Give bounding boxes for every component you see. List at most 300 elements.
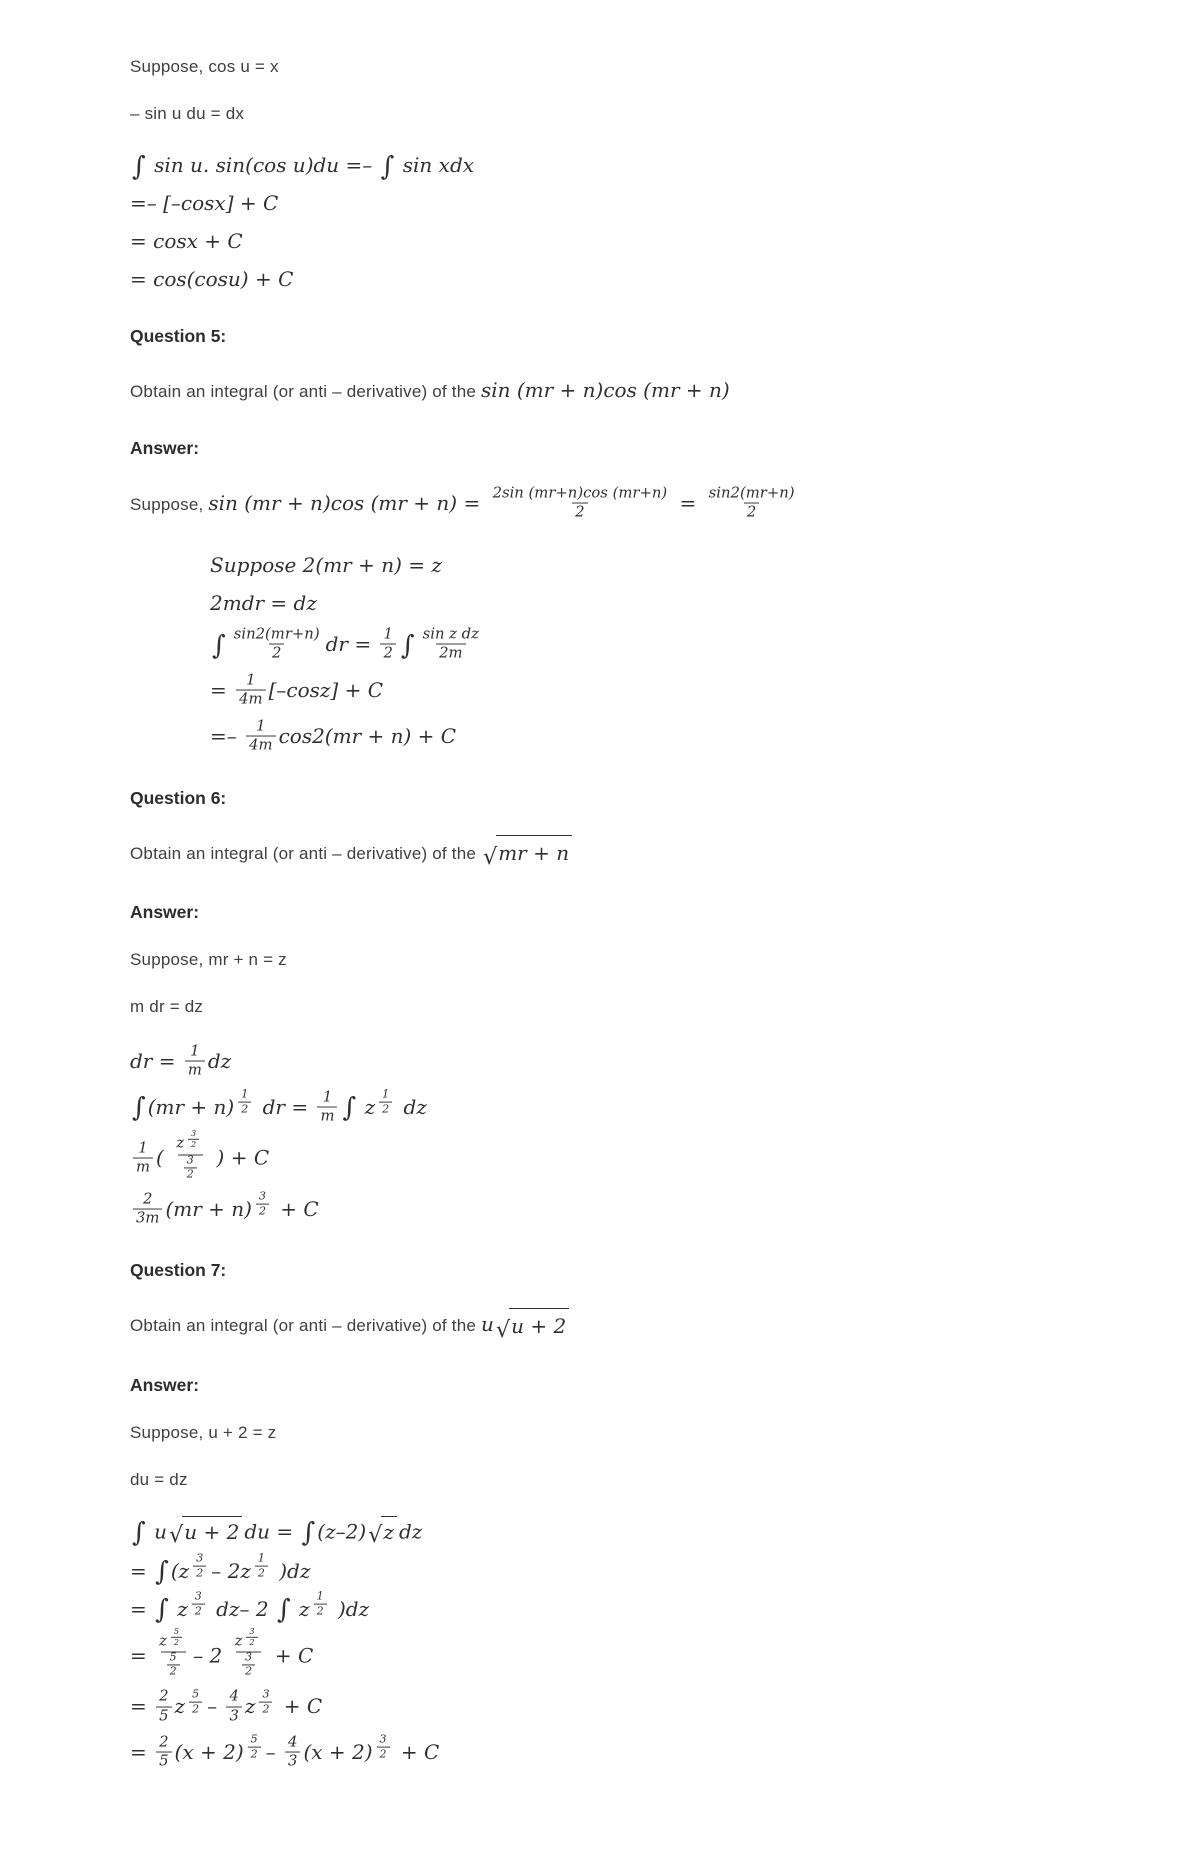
math-run: 1: [322, 1088, 333, 1106]
fraction-numerator: [140, 1190, 155, 1208]
fraction: [238, 1088, 251, 1117]
math-run: dz: [207, 1048, 232, 1073]
fraction-numerator: [156, 1734, 171, 1752]
math-line: [130, 265, 1100, 295]
math-line: [130, 1551, 1100, 1588]
fraction: [133, 1190, 162, 1228]
fraction: [379, 1088, 392, 1117]
radical-sign: √: [368, 1522, 383, 1549]
fraction-denominator: [379, 1102, 392, 1117]
math-run: 3: [196, 1551, 204, 1565]
fraction-numerator: [248, 1733, 261, 1747]
fraction: [167, 1652, 180, 1679]
math-run: 2: [262, 1702, 270, 1716]
math-run: (mr + n): [165, 1196, 252, 1221]
math-run: 5: [159, 1752, 169, 1770]
fraction: [706, 485, 798, 523]
fraction-denominator: [193, 1565, 206, 1580]
math-run: 2: [379, 1748, 387, 1762]
math-run: sin (mr + n)cos (mr + n): [480, 378, 730, 402]
math-run: 3m: [136, 1209, 160, 1227]
math-line: [130, 1189, 1100, 1230]
math-run: z: [292, 1596, 310, 1621]
fraction: [246, 717, 275, 755]
math-run: 1: [246, 671, 256, 689]
math-run: u + 2: [511, 1313, 567, 1338]
math-run: 1: [316, 1589, 324, 1603]
fraction-denominator: [259, 1701, 272, 1716]
fraction-numerator: [255, 1551, 268, 1565]
fraction-numerator: [259, 1687, 272, 1701]
fraction: [156, 1688, 171, 1726]
math-run: ) + C: [210, 1145, 270, 1170]
math-run: 5: [159, 1707, 169, 1725]
fraction: [133, 1139, 153, 1177]
fraction-denominator: [167, 1665, 180, 1679]
heading-answer: Answer:: [130, 901, 200, 922]
fraction: [317, 1088, 337, 1126]
fraction-numerator: [246, 1627, 257, 1637]
fraction-numerator: [379, 1088, 392, 1102]
mixed-text-math-line: [130, 486, 1100, 524]
math-run: m: [187, 1061, 202, 1079]
math-run: sin xdx: [396, 153, 475, 177]
radicand: [182, 1516, 242, 1548]
math-run: =–: [210, 723, 244, 748]
math-run: u: [480, 1312, 494, 1337]
math-run: z: [174, 1694, 186, 1719]
radical-sign: √: [482, 844, 498, 871]
math-run: dz– 2: [209, 1596, 275, 1621]
math-run: 2: [194, 1604, 202, 1618]
text-run: Suppose,: [130, 495, 209, 515]
math-group: [130, 151, 1100, 295]
math-line: [210, 589, 1100, 619]
fraction-denominator: [189, 1701, 202, 1716]
fraction-denominator: [188, 1139, 199, 1150]
fraction-numerator: [173, 1128, 207, 1154]
math-run: 5: [169, 1650, 177, 1664]
math-run: dr =: [325, 632, 378, 657]
exponent: [190, 1551, 209, 1580]
fraction-denominator: [133, 1208, 162, 1227]
math-run: 2: [143, 1190, 153, 1208]
fraction: [185, 1042, 205, 1080]
radical-sign: √: [169, 1522, 184, 1549]
math-run: 4m: [249, 736, 273, 754]
math-run: 2: [186, 1167, 194, 1181]
math-run: 2: [196, 1566, 204, 1580]
math-run: 2: [250, 1748, 258, 1762]
math-run: + C: [273, 1196, 319, 1221]
math-line: [130, 1128, 1100, 1183]
fraction-numerator: [188, 1129, 199, 1139]
math-group: [130, 1517, 1100, 1773]
fraction: [420, 625, 482, 663]
integral-sign: ∫: [301, 1516, 316, 1548]
integral-sign: ∫: [400, 629, 415, 661]
fraction: [189, 1687, 202, 1716]
math-run: 2: [382, 1102, 390, 1116]
exponent: [245, 1733, 264, 1762]
fraction-denominator: [269, 644, 284, 663]
fraction-numerator: [253, 717, 268, 735]
math-run: 2: [383, 644, 393, 662]
integral-sign: ∫: [132, 1516, 146, 1548]
math-line: [130, 1625, 1100, 1681]
fraction-denominator: [380, 644, 395, 663]
math-run: 5: [250, 1733, 258, 1747]
math-run: 2: [192, 1702, 200, 1716]
exponent: [168, 1627, 185, 1647]
fraction-numerator: [314, 1590, 327, 1604]
math-run: 2m: [439, 644, 463, 662]
text-line: Suppose, u + 2 = z: [130, 1422, 277, 1442]
exponent: [374, 1733, 393, 1762]
math-run: dz: [397, 1094, 427, 1119]
math-run: 5: [192, 1687, 200, 1701]
fraction-denominator: [246, 736, 275, 755]
exponent: [186, 1687, 205, 1716]
fraction-numerator: [171, 1627, 182, 1637]
math-run: (z: [170, 1558, 190, 1583]
fraction-denominator: [192, 1604, 205, 1619]
math-run: 2mdr = dz: [210, 590, 317, 615]
math-group: [130, 1044, 1100, 1230]
fraction-denominator: [572, 503, 587, 522]
math-line: [130, 1044, 1100, 1082]
fraction-denominator: [236, 690, 265, 709]
math-run: =– [–cosx] + C: [130, 191, 279, 215]
fraction-denominator: [285, 1752, 300, 1771]
fraction: [248, 1733, 261, 1762]
math-line: [210, 551, 1100, 581]
text-line: – sin u du = dx: [130, 104, 245, 123]
fraction: [380, 625, 395, 663]
fraction-numerator: [231, 625, 323, 643]
fraction-numerator: [226, 1688, 241, 1706]
radical: [169, 1516, 242, 1548]
math-run: (mr + n): [147, 1094, 235, 1119]
math-run: 3: [262, 1687, 270, 1701]
math-run: – 2z: [211, 1558, 251, 1583]
math-run: 1: [257, 1551, 265, 1565]
text-line: m dr = dz: [130, 996, 204, 1016]
fraction-numerator: [156, 1688, 171, 1706]
fraction-numerator: [187, 1042, 202, 1060]
fraction: [231, 625, 323, 663]
fraction-denominator: [317, 1107, 337, 1126]
fraction-denominator: [248, 1747, 261, 1762]
math-run: z: [383, 1519, 394, 1544]
fraction: [377, 1733, 390, 1762]
math-run: = cos(cosu) + C: [130, 267, 294, 291]
math-run: 4: [229, 1687, 239, 1705]
fraction: [285, 1734, 300, 1772]
fraction-denominator: [171, 1636, 182, 1647]
exponent: [185, 1129, 202, 1149]
integral-sign: ∫: [380, 150, 395, 182]
math-run: 3: [288, 1752, 298, 1770]
integral-sign: ∫: [132, 150, 146, 182]
math-run: =: [130, 1558, 154, 1583]
exponent: [243, 1627, 260, 1647]
math-run: 2: [258, 1204, 266, 1218]
math-run: z: [170, 1596, 188, 1621]
math-run: u + 2: [184, 1519, 240, 1544]
math-run: dz: [398, 1518, 423, 1543]
integral-sign: ∫: [132, 1092, 146, 1124]
fraction-numerator: [420, 625, 482, 643]
radicand: [496, 835, 572, 870]
math-run: 1: [382, 1087, 390, 1101]
math-run: 3: [245, 1650, 253, 1664]
integral-sign: ∫: [155, 1594, 169, 1626]
math-line: [210, 673, 1100, 711]
fraction-denominator: [314, 1604, 327, 1619]
math-run: 1: [190, 1042, 200, 1060]
math-run: m: [136, 1158, 151, 1176]
radicand: [381, 1516, 397, 1548]
fraction: [236, 671, 265, 709]
fraction-numerator: [377, 1733, 390, 1747]
radicand: [509, 1308, 569, 1343]
fraction: [256, 1190, 269, 1219]
math-run: (x + 2): [303, 1740, 373, 1765]
fraction: [171, 1627, 182, 1647]
math-run: mr + n: [498, 840, 570, 865]
exponent: [376, 1088, 395, 1117]
fraction-denominator: [184, 1167, 197, 1181]
heading-question-5: Question 5:: [130, 326, 227, 346]
fraction-denominator: [436, 644, 465, 663]
math-line: [130, 1735, 1100, 1773]
text-line: du = dz: [130, 1469, 188, 1489]
math-run: (z–2): [317, 1518, 367, 1543]
math-run: =: [130, 1596, 154, 1621]
math-group: [210, 551, 1100, 757]
math-run: = cosx + C: [130, 229, 243, 253]
math-run: 1: [383, 625, 393, 643]
fraction-denominator: [178, 1154, 203, 1182]
math-run: –: [265, 1740, 283, 1765]
math-run: 3: [191, 1128, 197, 1139]
fraction: [232, 1625, 266, 1680]
math-run: – 2: [193, 1643, 229, 1668]
math-line: [130, 227, 1100, 257]
math-run: 2: [271, 644, 282, 662]
fraction: [173, 1128, 207, 1182]
math-run: + C: [277, 1694, 323, 1719]
math-line: [130, 1589, 1100, 1626]
math-run: 3: [258, 1189, 266, 1203]
heading-answer: Answer:: [130, 1374, 200, 1395]
fraction-denominator: [185, 1061, 205, 1080]
fraction: [490, 485, 671, 523]
exponent: [253, 1190, 272, 1219]
math-run: 4m: [239, 690, 263, 708]
mixed-text-math-line: [130, 374, 1100, 407]
math-run: z: [176, 1134, 184, 1152]
fraction: [156, 1625, 190, 1680]
math-run: z: [244, 1694, 256, 1719]
fraction-numerator: [184, 1154, 197, 1167]
math-line: [130, 1517, 1100, 1549]
radical: [368, 1516, 397, 1548]
integral-sign: ∫: [342, 1092, 357, 1124]
fraction-numerator: [242, 1652, 255, 1665]
math-run: (x + 2): [174, 1740, 244, 1765]
math-line: [210, 627, 1100, 665]
math-line: [130, 1087, 1100, 1128]
solution-document: [130, 57, 1100, 1773]
fraction-numerator: [380, 625, 395, 643]
math-run: m: [320, 1107, 335, 1125]
exponent: [252, 1551, 271, 1580]
text-line: Suppose, mr + n = z: [130, 949, 287, 969]
mixed-text-math-line: [130, 1308, 1100, 1343]
fraction: [184, 1154, 197, 1181]
fraction-numerator: [232, 1625, 266, 1652]
math-run: 2: [159, 1733, 169, 1751]
math-run: 2: [257, 1566, 265, 1580]
fraction-denominator: [744, 503, 759, 522]
fraction: [255, 1551, 268, 1580]
fraction-denominator: [246, 1636, 257, 1647]
fraction: [156, 1734, 171, 1772]
integral-sign: ∫: [155, 1556, 169, 1588]
math-run: dr =: [256, 1094, 315, 1119]
math-run: + C: [394, 1740, 440, 1765]
math-run: 3: [186, 1153, 194, 1167]
math-run: sin (mr + n)cos (mr + n) =: [208, 491, 487, 516]
fraction-numerator: [193, 1551, 206, 1565]
math-run: 3: [229, 1707, 239, 1725]
fraction-denominator: [377, 1747, 390, 1762]
fraction-numerator: [285, 1734, 300, 1752]
fraction: [246, 1627, 257, 1647]
fraction: [192, 1590, 205, 1619]
heading-question-6: Question 6:: [130, 787, 227, 808]
fraction-denominator: [242, 1665, 255, 1679]
fraction-denominator: [256, 1204, 269, 1219]
text-line: Suppose, cos u = x: [130, 57, 279, 76]
math-run: 2: [746, 503, 757, 521]
math-run: sin u. sin(cos u)du =–: [147, 153, 379, 177]
fraction-numerator: [256, 1190, 269, 1204]
math-run: z: [358, 1094, 376, 1119]
radical: [483, 835, 572, 870]
math-run: u: [147, 1518, 167, 1543]
integral-sign: ∫: [212, 629, 226, 661]
math-run: z: [234, 1632, 243, 1650]
fraction: [314, 1590, 327, 1619]
fraction-denominator: [236, 1652, 261, 1680]
math-line: [130, 189, 1100, 219]
integral-sign: ∫: [276, 1594, 291, 1626]
math-run: [–cosz] + C: [268, 678, 384, 703]
math-run: cos2(mr + n) + C: [278, 723, 457, 748]
fraction-numerator: [320, 1088, 335, 1106]
fraction-denominator: [255, 1565, 268, 1580]
exponent: [311, 1590, 330, 1619]
exponent: [256, 1687, 275, 1716]
text-run: Obtain an integral (or anti – derivative) of the: [130, 843, 481, 863]
heading-question-7: Question 7:: [130, 1260, 227, 1281]
mixed-text-math-line: [130, 836, 1100, 871]
fraction-denominator: [161, 1652, 186, 1680]
exponent: [235, 1088, 254, 1117]
math-run: 2: [249, 1636, 255, 1647]
math-run: + C: [268, 1643, 314, 1668]
math-run: Suppose 2(mr + n) = z: [210, 552, 442, 577]
math-run: (: [156, 1145, 171, 1170]
text-run: Obtain an integral (or anti – derivative) of the: [130, 382, 481, 401]
math-line: [210, 719, 1100, 757]
fraction: [188, 1129, 199, 1149]
fraction-numerator: [192, 1590, 205, 1604]
text-run: Obtain an integral (or anti – derivative) of the: [130, 1316, 481, 1336]
math-run: sin2(mr+n): [708, 484, 795, 502]
math-run: sin2(mr+n): [233, 625, 320, 643]
math-run: 5: [173, 1625, 180, 1636]
math-run: =: [210, 678, 234, 703]
exponent: [189, 1590, 208, 1619]
fraction-numerator: [167, 1652, 180, 1665]
math-line: [130, 151, 1100, 181]
math-run: =: [130, 1643, 154, 1668]
fraction-denominator: [156, 1752, 171, 1771]
math-run: 1: [241, 1087, 249, 1101]
fraction-numerator: [706, 485, 798, 503]
radical-sign: √: [495, 1317, 511, 1344]
math-run: 3: [194, 1589, 202, 1603]
fraction: [226, 1688, 241, 1726]
math-run: =: [130, 1740, 154, 1765]
math-line: [130, 1689, 1100, 1727]
math-run: 1: [256, 717, 266, 735]
radical: [496, 1308, 569, 1343]
math-run: =: [673, 491, 703, 516]
math-run: 2: [191, 1138, 197, 1149]
math-run: sin z dz: [422, 625, 479, 643]
math-run: 3: [249, 1625, 255, 1636]
math-run: du =: [244, 1518, 300, 1543]
math-run: dr =: [130, 1048, 182, 1073]
fraction: [193, 1551, 206, 1580]
fraction-numerator: [243, 671, 258, 689]
math-run: 2: [159, 1687, 169, 1705]
math-run: 2: [169, 1664, 177, 1678]
fraction-denominator: [226, 1706, 241, 1725]
fraction-denominator: [238, 1102, 251, 1117]
math-run: 2: [173, 1636, 180, 1647]
fraction-numerator: [238, 1088, 251, 1102]
math-run: 3: [379, 1733, 387, 1747]
fraction-numerator: [135, 1139, 150, 1157]
math-run: 4: [288, 1733, 298, 1751]
math-run: 1: [138, 1139, 148, 1157]
heading-answer: Answer:: [130, 438, 200, 458]
math-run: 2: [241, 1102, 249, 1116]
fraction-numerator: [490, 485, 671, 503]
fraction-numerator: [156, 1625, 190, 1652]
fraction: [259, 1687, 272, 1716]
math-run: 2: [316, 1604, 324, 1618]
math-run: 2sin (mr+n)cos (mr+n): [492, 484, 668, 502]
math-run: )dz: [331, 1596, 370, 1621]
fraction-denominator: [133, 1157, 153, 1176]
